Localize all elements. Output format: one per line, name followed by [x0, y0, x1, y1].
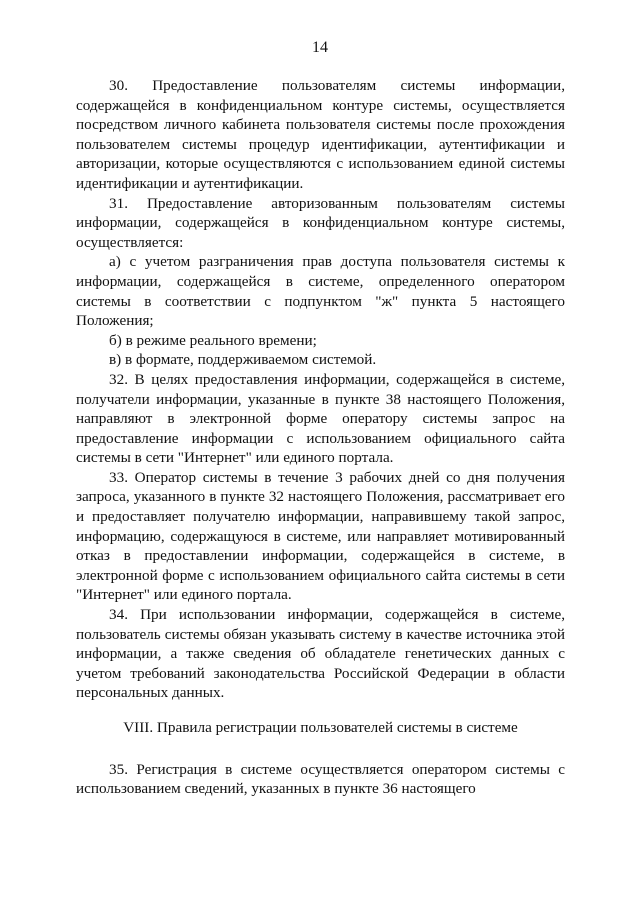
page-number: 14: [312, 39, 328, 56]
paragraph-33: 33. Оператор системы в течение 3 рабочих дней со дня получения запроса, указанного в пункте 32 настоящего Положения, рассматривает его и предоставляет получателю информации, направившему такой запрос, информацию, содержащуюся в системе, или направляет мотивированный отказ в предоставлении информации, содержащейся в системе, в электронной форме с использованием официального сайта системы в сети "Интернет" или единого портала.: [76, 468, 565, 604]
document-body: [76, 76, 565, 799]
paragraph-31-a: а) с учетом разграничения прав доступа пользователя системы к информации, содержащейся в системе, определенного оператором системы в соответствии с подпунктом "ж" пункта 5 настоящего Положения;: [76, 253, 565, 330]
paragraph-31-c: в) в формате, поддерживаемом системой.: [109, 351, 377, 369]
section-heading: VIII. Правила регистрации пользователей системы в системе: [123, 719, 518, 736]
paragraph-31: 31. Предоставление авторизованным пользователям системы информации, содержащейся в конфиденциальном контуре системы, осуществляется:: [76, 194, 565, 251]
paragraph-32: 32. В целях предоставления информации, содержащейся в системе, получатели информации, указанные в пункте 38 настоящего Положения, направляют в электронной форме оператору системы запрос на предоставление информации с использованием официального сайта системы в сети "Интернет" или единого портала.: [76, 370, 565, 467]
paragraph-31-b: б) в режиме реального времени;: [109, 331, 317, 349]
paragraph-30: 30. Предоставление пользователям системы информации, содержащейся в конфиденциальном контуре системы, осуществляется посредством личного кабинета пользователя системы после прохождения пользователем системы процедур идентификации, аутентификации и авторизации, которые осуществляются с использованием единой системы идентификации и аутентификации.: [76, 77, 565, 192]
paragraph-34: 34. При использовании информации, содержащейся в системе, пользователь системы обязан указывать систему в качестве источника этой информации, а также сведения об обладателе генетических данных с учетом требований законодательства Российской Федерации в области персональных данных.: [76, 606, 565, 702]
paragraph-35: 35. Регистрация в системе осуществляется оператором системы с использованием сведений, указанных в пункте 36 настоящего: [76, 760, 565, 798]
